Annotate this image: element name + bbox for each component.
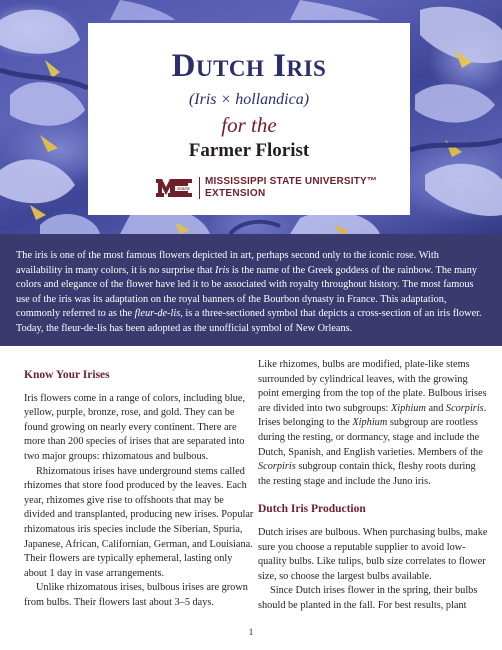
italic-term: Xiphium bbox=[352, 417, 388, 429]
document-title: Dutch Iris bbox=[171, 48, 327, 84]
paragraph bbox=[258, 358, 488, 489]
msu-extension-logo bbox=[154, 175, 378, 201]
right-column bbox=[258, 359, 488, 614]
intro-text-2: is the name of the Greek goddess of the rainbow. The many colors and elegance of the flower have led it to be associated with royalty throughout history. The most famous use of the iris was its adaptation on the royal banners of the Bourbon dynasty in France. This adaptation, commonly referred to as the bbox=[16, 264, 477, 319]
text-run: Like rhizomes, bulbs are modified, plate-like stems surrounded by cylindrical leaves, with the growing point emerging from the top of the plate. Bulbous irises are divided into two subgroups: bbox=[258, 359, 487, 414]
logo-extension: EXTENSION bbox=[205, 188, 266, 199]
text-run: subgroup are rootless during the resting, or dormancy, stage and include the Dutch, Spanish, and English varieties. Members of the bbox=[258, 417, 483, 458]
text-run: and bbox=[425, 402, 446, 414]
left-column bbox=[24, 362, 254, 611]
text-run: subgroup contain thick, fleshy roots during the resting stage and include the Juno iris. bbox=[258, 461, 476, 487]
paragraph: Dutch irises are bulbous. When purchasing bulbs, make sure you choose a reputable supplier to avoid low-quality bulbs. Like tulips, bulb size correlates to flower size, so choose the largest bulbs available. bbox=[258, 526, 488, 582]
text-run: . Irises belonging to the bbox=[258, 402, 487, 429]
logo-mark-text: STATE bbox=[177, 186, 190, 191]
page-number: 1 bbox=[248, 627, 254, 637]
section-heading-dutch-iris-production: Dutch Iris Production bbox=[258, 503, 366, 516]
intro-text-3: , is a three-sectioned symbol that depicts a cross-section of an iris flower. Today, the fleur-de-lis has been adopted as the unofficial symbol of New Orleans. bbox=[16, 308, 482, 334]
paragraph: Iris flowers come in a range of colors, including blue, yellow, purple, bronze, rose, and gold. They can be found growing on nearly every continent. There are more than 200 species of irises that are separated into two major groups: rhizomatous and bulbous. bbox=[24, 392, 246, 462]
intro-band bbox=[0, 234, 502, 346]
title-connector: for the bbox=[221, 113, 277, 137]
intro-paragraph bbox=[16, 249, 486, 336]
document-subtitle: Farmer Florist bbox=[188, 140, 310, 161]
intro-text-1: The iris is one of the most famous flowers depicted in art, perhaps second only to the iconic rose. With availability in many colors, it is no surprise that bbox=[16, 250, 439, 276]
italic-term: Scorpiris bbox=[445, 402, 484, 414]
italic-term: Xiphium bbox=[391, 402, 426, 414]
paragraph: Rhizomatous irises have underground stems called rhizomes that store food produced by the leaves. Each year, rhizomes give rise to offshoots that may be divided and transplanted, producing new irises. Popular rhizomatous iris species include the Siberian, Spuria, Japanese, African, Californian, German, and Louisiana. Their flowers are typically ephemeral, lasting only about 1 day in vase arrangements. bbox=[24, 465, 254, 579]
title-card bbox=[88, 23, 410, 215]
msu-logo-mark-icon bbox=[154, 175, 194, 201]
hero-photo-banner bbox=[0, 0, 502, 234]
paragraph: Unlike rhizomatous irises, bulbous irises are grown from bulbs. Their flowers last about 3–5 days. bbox=[24, 582, 248, 608]
intro-fleur-italic: fleur-de-lis bbox=[134, 308, 181, 319]
section-heading-know-your-irises: Know Your Irises bbox=[24, 369, 110, 381]
intro-iris-italic: Iris bbox=[215, 264, 230, 276]
paragraph: Since Dutch irises flower in the spring, their bulbs should be planted in the fall. For best results, plant bbox=[258, 585, 478, 611]
logo-university-name: MISSISSIPPI STATE UNIVERSITY™ bbox=[205, 176, 378, 187]
logo-divider bbox=[199, 177, 200, 199]
scientific-name: (Iris × hollandica) bbox=[188, 91, 310, 108]
italic-term: Scorpiris bbox=[258, 461, 296, 473]
